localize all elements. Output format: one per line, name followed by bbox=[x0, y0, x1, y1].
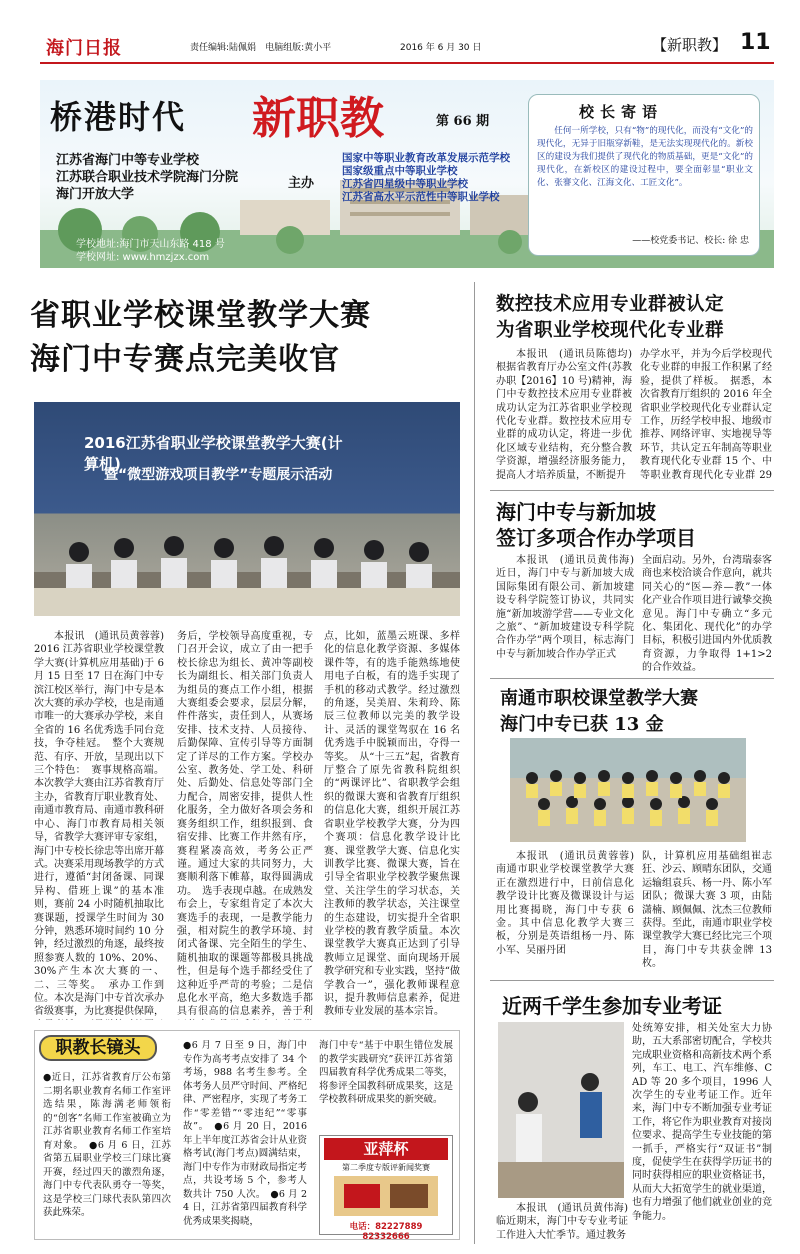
article2-headline-1: 数控技术应用专业群被认定 bbox=[496, 294, 725, 315]
ad-subtitle: 第二季度专版评新闻奖赛 bbox=[342, 1163, 430, 1172]
honor-item: 国家中等职业教育改革发展示范学校 bbox=[342, 152, 510, 164]
editor-credit bbox=[190, 40, 331, 53]
exam-students-icon bbox=[498, 1022, 624, 1198]
school-contact bbox=[76, 238, 225, 264]
ad-product-icon bbox=[334, 1176, 438, 1216]
photo-banner-line2: 暨“微型游戏项目教学”专题展示活动 bbox=[104, 467, 333, 483]
students-group-icon bbox=[510, 738, 746, 842]
issue-number: 第 66 期 bbox=[436, 114, 490, 129]
article3-column-2: 全面启动。另外，台湾瑞泰客商也来校洽谈合作意向，就共同关心的“医—养—教”一体化产业合作项目进行诚挚交换意见。海门中专确立“多元化、集团化、现代化”的办学目标，积极引进国内外优质教育资源，力争取得 1+1>2 的合作效益。 bbox=[642, 555, 772, 674]
article1-column-3: 点，比如，蓝墨云班课、多样化的信息化教学资源、多媒体课件等，有的选手能熟练地使用电子白板，有的选手实现了手机的移动式教学。经过激烈的角逐，吴美眉、朱莉玲、陈辰三位教师以完美的教学设计、灵活的课堂驾驭在 16 名优秀选手中脱颖而出，夺得一等奖。 从“十三五”起，省教育厅整合了原先省教科院组织的“两课评比”、省职教学会组织的微课大赛和省教育厅组织的信息化大赛，组织开展江苏省职业学校教学大赛，分为四个赛项：信息化教学设计比赛、课堂教学大赛、信息化实训教学比赛、微课大赛，旨在引导全省职业学校教学聚焦课堂、关注学生的学习状态，关注教师的教学状态，关注课堂的生态建设，切实提升全省职业学校的教育教学质量。本次课堂教学大赛真正达到了引导教师立足课堂、面向现场开展教学研究和专业实践，坚持“做学教合一”，强化教师课程意识，提升教师信息素养，促进教师专业发展的基本宗旨。 bbox=[324, 631, 460, 1018]
article5-photo bbox=[498, 1022, 624, 1198]
issue-date: 2016 年 6 月 30 日 bbox=[400, 43, 482, 53]
section-name: 【新职教】 bbox=[652, 36, 728, 54]
article5-column-right: 处统筹安排，相关处室大力协助，五大系部密切配合，学校共完成职业资格和高新技术两个系列，车工、电工、汽车维修、CAD 等 20 多个项目，1996 人次学生的专业考证工作。近年来，海门中专不断加强专业考证工作，将它作为职业教育对接岗位要求、提高学生专业技能的第一抓手，严格实行“双证书”制度，促使学生在获得学历证书的同时获得相应的职业资格证书，从而大大拓宽学生的就业渠道，也有力增强了他们就业创业的竞争能力。 bbox=[632, 1023, 772, 1222]
article1-headline-2: 海门中专赛点完美收官 bbox=[30, 342, 340, 377]
banner-title-black: 桥港时代 bbox=[50, 98, 187, 136]
motto-text: 任何一所学校，只有“物”的现代化，而没有“文化”的现代化，无异于旧瓶穿新鞋，是无法实现现代化的。新校区的建设为我们提供了现代化的物质基础，更是“文化”的现代化，在新校区的建设过程中，要全面彰显“职业文化、张謇文化、江海文化、工匠文化”。 bbox=[537, 126, 753, 188]
brief-column-1: ●近日，江苏省教育厅公布第二期名职业教育名师工作室评选结果，陈海满老师领衔的“创客”名师工作室被确立为江苏省职业教育名师工作室培育对象。 ●6 月 6 日，江苏省第五届职业学校三门球比赛开赛，经过四天的激烈角逐，海门中专代表队勇夺一等奖，这是学校三门球代表队第四次获此殊荣。 bbox=[43, 1072, 171, 1218]
honor-item: 国家级重点中等职业学校 bbox=[342, 165, 458, 177]
article1-photo bbox=[34, 402, 460, 616]
host-item: 江苏联合职业技术学院海门分院 bbox=[56, 170, 239, 185]
header-rule bbox=[40, 62, 774, 64]
article5-column-bottom: 本报讯 (通讯员黄伟海) 临近期末，海门中专专业考证工作进入大忙季节。通过教务 bbox=[496, 1203, 628, 1241]
column-title: 职教长镜头 bbox=[39, 1035, 157, 1061]
sponsor-ad bbox=[319, 1135, 453, 1242]
motto-signature: ——校党委书记、校长: 徐 忠 bbox=[632, 236, 749, 246]
school-website: 学校网址: www.hmzjzx.com bbox=[76, 252, 210, 263]
photo-banner-line1: 2016江苏省职业学校课堂教学大赛(计算机) bbox=[84, 434, 343, 473]
ad-brand: 亚萍杯 bbox=[324, 1138, 448, 1160]
host-list bbox=[56, 152, 238, 203]
ad-phone: 电话：82227889 82332666 bbox=[349, 1222, 431, 1242]
article4-column-1: 本报讯 (通讯员黄蓉蓉) 南通市职业学校课堂教学大赛正在激烈进行中，日前信息化教学设计比赛及微课设计与运用比赛揭晓，海门中专获 6 金。其中信息化教学大赛三板，分别是英语组杨一丹、陈小军、吴丽丹团 bbox=[496, 851, 634, 956]
article2-column-1: 本报讯 (通讯员陈德均) 根据省教育厅办公室文件(苏教办职【2016】10 号)精神，海门中专数控技术应用专业群被成功认定为江苏省职业学校现代化专业群。数控技术应用专业群的成功认定，将进一步优化区域专业结构，充分整合教学资源，增强经济服务能力，提高人才培养质量，不断提升 bbox=[496, 349, 632, 481]
designer-name: 电脑组版:黄小平 bbox=[265, 43, 332, 53]
brief-column-2: ●6 月 7 日至 9 日，海门中专作为高考考点安排了 34 个考场，988 名考生参考。全体考务人员严守时间、严格纪律、严密程序，实现了考务工作“零差错”“零违纪”“零事故”。 ●6 月 20 日，2016 年上半年度江苏省会计从业资格考试(海门考点)圆满结束，海门中专作为市财政局指定考点，共设考场 5 个，参考人数共计 750 人次。 ●6 月 24 日，江苏省第四届教育科学优秀成果奖揭晓， bbox=[183, 1040, 307, 1227]
article4-group-photo bbox=[510, 738, 746, 842]
section-rule bbox=[490, 678, 774, 679]
article1-column-1: 本报讯 (通讯员黄蓉蓉) 2016 江苏省职业学校课堂教学大赛(计算机应用基础)于 6 月 15 日至 17 日在海门中专滨江校区举行，海门中专是本次大赛的承办学校，也是南通市唯一的大赛承办学校，来自全省的 16 名优秀选手同台竞技，争夺桂冠。 整个大赛规范、有序、开放，呈现出以下三个特色： 赛事规格高端。本次教学大赛由江苏省教育厅主办，省教育厅职业教育处、南通市教育局、南通市教科研中心、海门市教育局相关领导，省教学大赛评审专家组，海门中专校长徐忠等出席开幕式。决赛采用现场教学的方式进行，遵循“封闭备课、同课异构、借班上课”的基本准则，赛前 24 小时随机抽取比赛课题，授课学生时间为 30 分钟，熟悉环境时间约 10 分钟，经过激烈的角逐，最终按照参赛人数的 10%、20%、30%产生本次大赛的一、二、三等奖。 承办工作到位。本次是海门中专首次承办省级赛事，为比赛提供保障， bbox=[34, 631, 164, 1018]
section-rule bbox=[490, 490, 774, 491]
article4-headline-1: 南通市职校课堂教学大赛 bbox=[500, 688, 698, 709]
article3-headline-2: 签订多项合作办学项目 bbox=[496, 526, 696, 550]
honor-list bbox=[342, 152, 510, 204]
honor-item: 江苏省四星级中等职业学校 bbox=[342, 178, 468, 190]
host-suffix: 主办 bbox=[288, 176, 315, 191]
host-item: 江苏省海门中等专业学校 bbox=[56, 153, 200, 168]
brief-column-3: 海门中专“基于中职生错位发展的教学实践研究”获评江苏省第四届教育科学优秀成果二等奖，将参评全国教科研成果奖，这是学校教科研成果奖的新突破。 bbox=[319, 1040, 453, 1105]
article3-headline-1: 海门中专与新加坡 bbox=[496, 500, 656, 524]
audience-people-icon bbox=[34, 512, 460, 616]
honor-item: 江苏省高水平示范性中等职业学校 bbox=[342, 191, 500, 203]
page-number: 11 bbox=[740, 30, 771, 55]
column-divider bbox=[474, 282, 475, 1244]
article1-headline-1: 省职业学校课堂教学大赛 bbox=[30, 298, 371, 333]
masthead-banner bbox=[40, 80, 774, 268]
principal-motto-box bbox=[528, 94, 760, 256]
section-rule bbox=[490, 980, 774, 981]
article2-column-2: 办学水平，并为今后学校现代化专业群的申报工作积累了经验，提供了样板。 据悉，本次省教育厅组织的 2016 年全省职业学校现代化专业群认定工作，历经学校申报、地级市推荐、网络评审、实地视导等环节，共认定五年制高等职业教育现代化专业群 15 个、中等职业教育现代化专业群 29 bbox=[640, 349, 772, 481]
article2-headline-2: 为省职业学校现代化专业群 bbox=[496, 320, 725, 341]
newspaper-logo: 海门日报 bbox=[46, 38, 122, 59]
host-item: 海门开放大学 bbox=[56, 187, 135, 202]
motto-title: 校长寄语 bbox=[579, 103, 664, 121]
school-address: 学校地址:海门市天山东路 418 号 bbox=[76, 239, 225, 250]
article4-headline-2: 海门中专已获 13 金 bbox=[500, 714, 664, 735]
article3-column-1: 本报讯 (通讯员黄伟海) 近日，海门中专与新加坡大成国际集团有限公司、新加坡建设专科学院签订协议，共同实施“新加坡游学营——专业文化之旅”、“新加坡建设专科学院合作办学”两个项目，标志海门中专与新加坡合作办学正式 bbox=[496, 555, 634, 660]
banner-title-red: 新职教 bbox=[252, 93, 384, 144]
article1-column-2: 务后，学校领导高度重视，专门召开会议，成立了由一把手校长徐忠为组长、黄冲等副校长为副组长、相关部门负责人为组员的赛点工作小组，根据大赛组委会要求，层层分解，件件落实，责任到人，从赛场安排、技术支持、人员接待、后勤保障、宣传引导等方面制定了详尽的工作方案。学校办公室、教务处、学工处、科研处、后勤处、信息处等部门全力配合，周密安排，提供人性化服务，全力做好各项会务和赛务组织工作，组织报到、食宿安排、比赛工作井然有序，赛程紧凑高效，考务公正严谨。通过大家的共同努力，大赛顺利落下帷幕，取得圆满成功。 选手表现卓越。在成熟发布会上，专家组肯定了本次大赛选手的表现，一是教学能力强，相对院生的教学环境、封闭式备课、完全陌生的学生、随机抽取的课题等都极具挑战性，但是每个选手都经受住了这种近乎严苛的考验；二是信息化水平高，绝大多数选手都具有很高的信息素养，善于利 bbox=[177, 631, 313, 1018]
article5-headline: 近两千学生参加专业考证 bbox=[502, 994, 722, 1018]
article4-column-2: 队，计算机应用基础组崔志狂、沙云、顾晴东团队，交通运输组袁兵、杨一丹、陈小军团队；微课大赛 3 项，由陆潇楠、顾佩佩、沈杰三位教师获得。至此，南通市职业学校课堂教学大赛已经比完三个项目，海门中专共获金牌 13 枚。 bbox=[642, 851, 772, 970]
editor-name: 责任编辑:陆佩娟 bbox=[190, 43, 257, 53]
news-brief-box bbox=[34, 1030, 460, 1240]
